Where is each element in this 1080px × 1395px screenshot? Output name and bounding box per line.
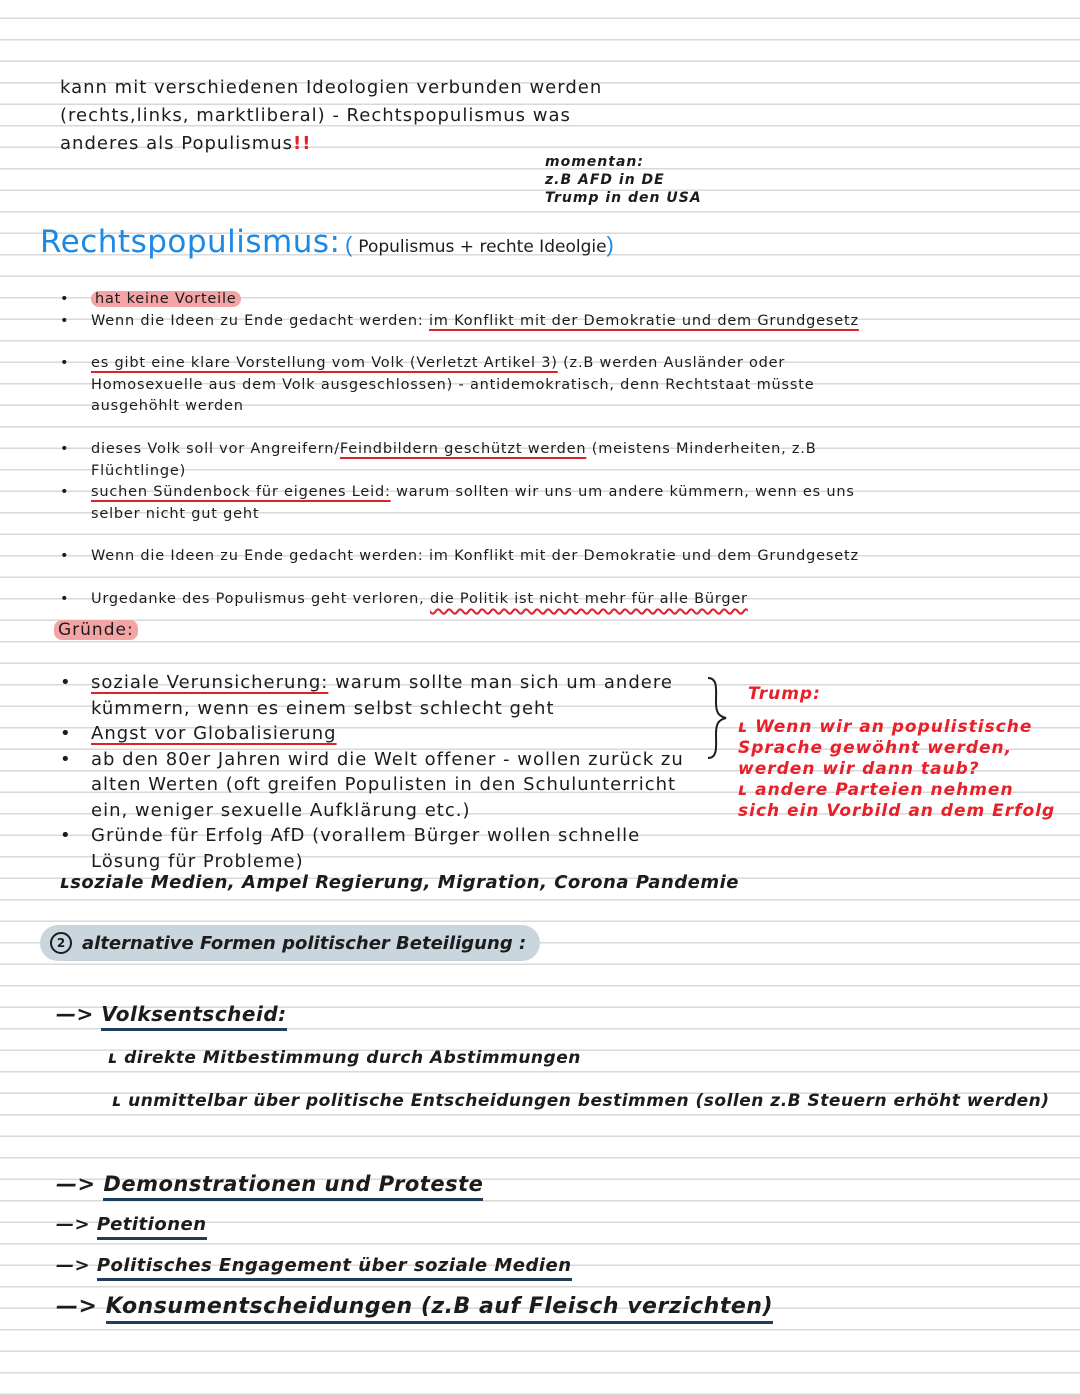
section-title-rechtspopulismus: Rechtspopulismus: ( Populismus + rechte Ideolgie) [40, 224, 614, 260]
intro-paragraph [60, 74, 602, 158]
trump-note-head: Trump: [748, 684, 821, 704]
arrow-icon: —> [56, 1172, 104, 1196]
note-line-3: Trump in den USA [545, 190, 702, 206]
exclamation-mark: !! [293, 133, 312, 154]
gruende-label: Gründe: [54, 620, 138, 640]
volks-sub-1: ʟ direkte Mitbestimmung durch Abstimmungen [108, 1048, 581, 1068]
list-item: • Wenn die Ideen zu Ende gedacht werden: im Konflikt mit der Demokratie und dem Grundgesetz [60, 313, 859, 329]
list-item: • Angst vor Globalisierung [60, 723, 337, 744]
intro-line-2: (rechts,links, marktliberal) - Rechtspopulismus was [60, 105, 571, 126]
form-volksentscheid: —> Volksentscheid: [56, 1002, 287, 1026]
note-line-2: z.B AFD in DE [545, 172, 665, 188]
form-social-media: —> Politisches Engagement über soziale Medien [56, 1255, 572, 1276]
note-momentan [545, 153, 702, 207]
list-item: • dieses Volk soll vor Angreifern/Feindbildern geschützt werden (meistens Minderheiten, z.B Flüchtlinge) [60, 441, 817, 479]
section-2-title: alternative Formen politischer Beteiligung : [82, 932, 527, 954]
list-item: • es gibt eine klare Vorstellung vom Volk (Verletzt Artikel 3) (z.B werden Ausländer oder Homosexuelle aus dem Volk ausgeschlossen) - antidemokratisch, denn Rechtstaat müsste ausgehöhlt werden [60, 355, 815, 414]
list-item: • ab den 80er Jahren wird die Welt offener - wollen zurück zu alten Werten (oft greifen Populisten in den Schulunterricht ein, weniger sexuelle Aufklärung etc.) [60, 748, 684, 821]
list-item: • Gründe für Erfolg AfD (vorallem Bürger wollen schnelle Lösung für Probleme) [60, 825, 641, 872]
volks-sub-2: ʟ unmittelbar über politische Entscheidungen bestimmen (sollen z.B Steuern erhöht werden) [112, 1091, 1050, 1111]
list-item: • Wenn die Ideen zu Ende gedacht werden: im Konflikt mit der Demokratie und dem Grundgesetz [60, 548, 859, 564]
section-title-alternative-formen [40, 925, 540, 961]
trump-note-point-1: ʟ Wenn wir an populistische Sprache gewöhnt werden, werden wir dann taub? [738, 717, 1033, 779]
arrow-icon: —> [56, 1214, 97, 1235]
list-item: • soziale Verunsicherung: warum sollte man sich um andere kümmern, wenn es einem selbst schlecht geht [60, 672, 673, 719]
form-petitionen: —> Petitionen [56, 1214, 207, 1235]
curly-brace-icon [702, 676, 732, 760]
highlight-text: hat keine Vorteile [91, 291, 241, 307]
trump-note-point-2: ʟ andere Parteien nehmen sich ein Vorbild an dem Erfolg [738, 780, 1056, 821]
page-subtitle: Populismus + rechte Ideolgie [358, 237, 607, 257]
note-line-1: momentan: [545, 154, 644, 170]
page-title: Rechtspopulismus: [40, 224, 341, 260]
reasons-list [60, 670, 691, 874]
list-item: • hat keine Vorteile [60, 289, 891, 311]
list-item: • Urgedanke des Populismus geht verloren, die Politik ist nicht mehr für alle Bürger [60, 591, 748, 607]
intro-line-3: anderes als Populismus!! [60, 133, 312, 154]
arrow-icon: —> [56, 1255, 97, 1276]
form-konsum: —> Konsumentscheidungen (z.B auf Fleisch verzichten) [56, 1294, 773, 1319]
circled-number: 2 [50, 932, 72, 954]
form-demonstrationen: —> Demonstrationen und Proteste [56, 1172, 483, 1196]
arrow-icon: —> [56, 1294, 106, 1319]
arrow-icon: —> [56, 1002, 102, 1026]
trump-note [738, 684, 1058, 822]
sub-reasons: ʟsoziale Medien, Ampel Regierung, Migration, Corona Pandemie [60, 872, 739, 893]
list-item: • suchen Sündenbock für eigenes Leid: warum sollten wir uns um andere kümmern, wenn es uns selber nicht gut geht [60, 484, 855, 522]
intro-line-1: kann mit verschiedenen Ideologien verbunden werden [60, 77, 603, 98]
